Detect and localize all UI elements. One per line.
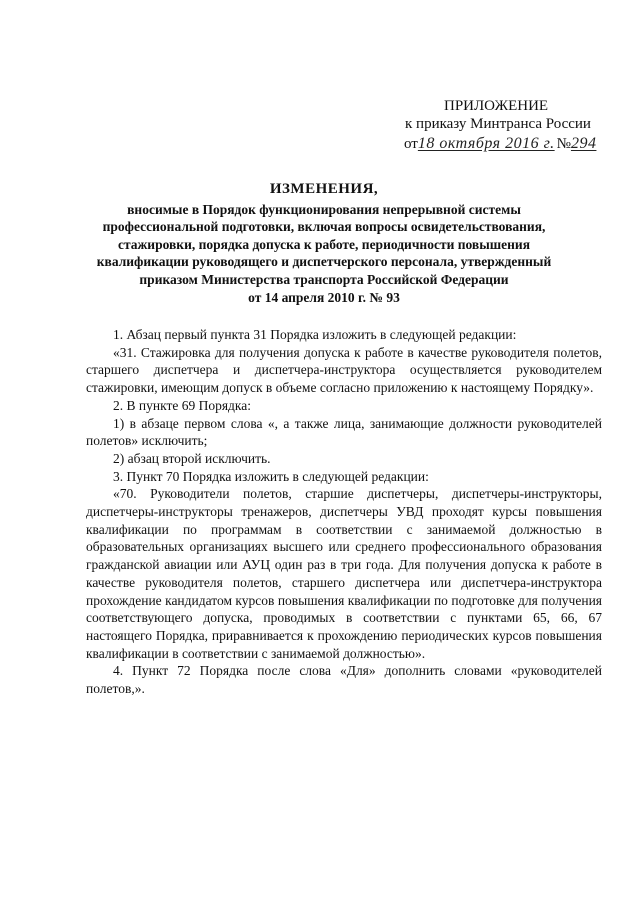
number-label: № — [556, 136, 571, 152]
heading-title: ИЗМЕНЕНИЯ, — [269, 181, 379, 197]
paragraph: 4. Пункт 72 Порядка после слова «Для» дополнить словами «руководителей полетов,». — [86, 663, 602, 697]
handwritten-date: 18 октября 2016 г. — [417, 135, 555, 152]
paragraph: 2. В пункте 69 Порядка: — [113, 397, 252, 413]
appendix-title: ПРИЛОЖЕНИЕ — [444, 98, 549, 114]
heading-line: приказом Министерства транспорта Российской Федерации — [139, 271, 509, 287]
heading-line: от 14 апреля 2010 г. № 93 — [248, 289, 400, 305]
paragraph: «70. Руководители полетов, старшие диспетчеры, диспетчеры-инструкторы, диспетчеры-инструкторы тренажеров, диспетчеры УВД проходят курсы повышения квалификации по программам в соответствии с занимаемой должностью в образовательных организациях высшего или среднего профессионального образования гражданской авиации или АУЦ один раз в три года. Для получения допуска к работе в качестве руководителя полетов, старшего диспетчера или диспетчера-инструктора прохождение кандидатом курсов повышения квалификации по подготовке для получения соответствующего допуска, проводимых в соответствии с пунктами 65, 66, 67 настоящего Порядка, приравнивается к прохождению периодических курсов повышения квалификации в соответствии с занимаемой должностью». — [86, 486, 602, 661]
paragraph: 2) абзац второй исключить. — [113, 450, 271, 466]
paragraph: 1) в абзаце первом слова «, а также лица, занимающие должности руководителей полетов» исключить; — [86, 415, 602, 449]
date-prefix: от — [404, 136, 418, 152]
order-date-line — [404, 135, 604, 153]
heading-line: квалификации руководящего и диспетчерского персонала, утвержденный — [96, 254, 552, 270]
order-reference: к приказу Минтранса России — [405, 116, 591, 132]
heading-line: вносимые в Порядок функционирования непрерывной системы — [127, 201, 521, 217]
paragraph: «31. Стажировка для получения допуска к работе в качестве руководителя полетов, старшего диспетчера и диспетчера-инструктора осуществляется руководителем стажировки, имеющим допуск в объеме согласно приложению к настоящему Порядку». — [86, 344, 602, 396]
heading-line: профессиональной подготовки, включая вопросы освидетельствования, — [102, 219, 546, 235]
document-heading — [60, 181, 588, 306]
handwritten-number: 294 — [570, 135, 597, 152]
heading-line: стажировки, порядка допуска к работе, периодичности повышения — [117, 236, 531, 252]
paragraph: 3. Пункт 70 Порядка изложить в следующей редакции: — [113, 468, 429, 484]
document-body — [86, 326, 602, 698]
paragraph: 1. Абзац первый пункта 31 Порядка изложить в следующей редакции: — [113, 327, 517, 342]
appendix-block — [404, 97, 604, 153]
